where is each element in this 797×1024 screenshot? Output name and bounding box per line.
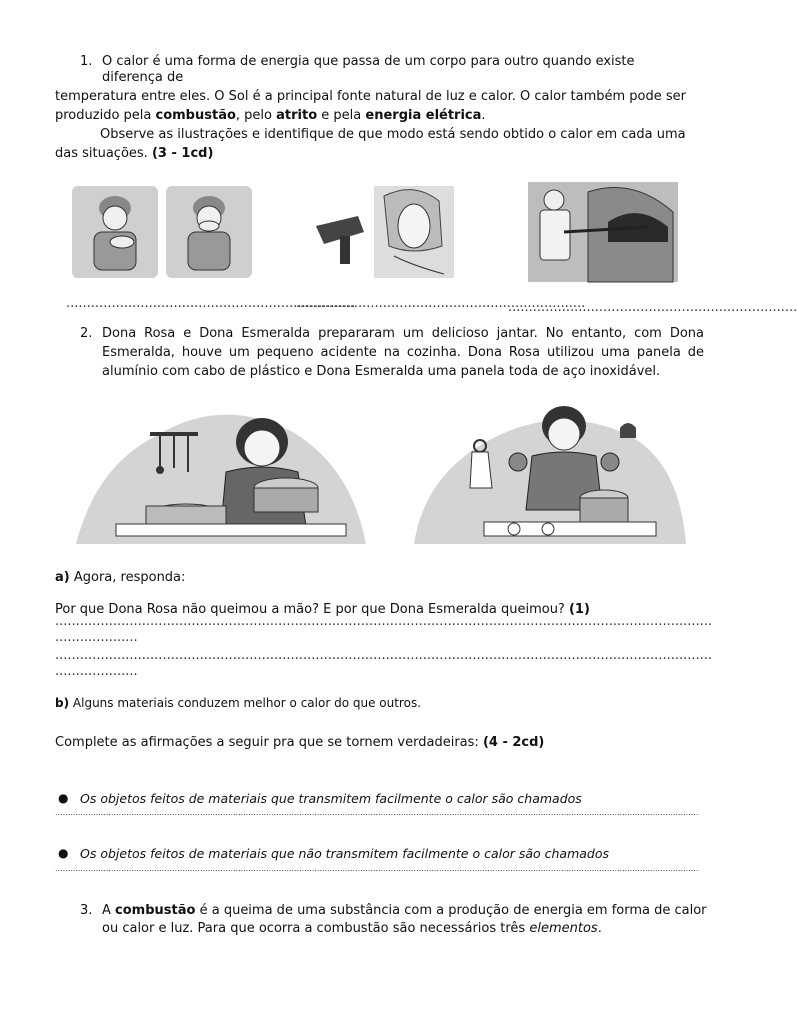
q2b-score: (4 - 2cd) (482, 735, 545, 750)
bullet2-text: Os objetos feitos de materiais que não transmitem facilmente o calor são chamados (80, 846, 610, 861)
q1-line4-end: . (481, 108, 486, 123)
bullet-dot-2: ● (58, 846, 69, 860)
q2-line3: alumínio com cabo de plástico e Dona Esmeralda uma panela toda de aço inoxidável. (102, 364, 661, 379)
term-combustao-q3: combustão (115, 903, 196, 918)
bullet1-text: Os objetos feitos de materiais que transmitem facilmente o calor são chamados (80, 791, 582, 806)
q3-number: 3. (80, 903, 93, 918)
bullet-dot-1: ● (58, 791, 69, 805)
q3-line2 (102, 919, 602, 938)
q3-line1 (102, 901, 707, 920)
illustration-hair-dryer (314, 186, 454, 278)
q2b-heading (55, 694, 421, 713)
q3-line2-end: . (597, 921, 602, 936)
q1-line3: temperatura entre eles. O Sol é a principal fonte natural de luz e calor. O calor também pode ser (55, 89, 686, 104)
q1-line4 (55, 106, 486, 125)
illustration-rubbing-hands (72, 186, 252, 278)
q2a-question-text: Por que Dona Rosa não queimou a mão? E por que Dona Esmeralda queimou? (55, 602, 565, 617)
term-atrito: atrito (276, 108, 318, 123)
illustration-dona-esmeralda (414, 398, 686, 544)
q2a-text: Agora, responda: (73, 570, 186, 585)
q2a-answer-line-4[interactable]: .................... (55, 664, 138, 679)
q2-number: 2. (80, 326, 93, 341)
illustration-dona-rosa (76, 396, 366, 544)
q1-answer-blank-1[interactable]: ...................................................................... (66, 296, 356, 311)
term-combustao: combustão (155, 108, 236, 123)
q1-line4-mid2: e pela (321, 108, 362, 123)
q1-answer-blank-3[interactable]: ...................................................................... (508, 300, 797, 315)
q2a-label: a) (55, 570, 70, 585)
q1-line4-mid1: , pelo (235, 108, 272, 123)
q3-line1-pre: A (102, 903, 111, 918)
illustration-pizza-oven (528, 182, 678, 282)
q2-line2: Esmeralda, houve um pequeno acidente na cozinha. Dona Rosa utilizou uma panela de (102, 345, 704, 360)
q2a-heading (55, 568, 185, 587)
q3-elementos: elementos (529, 921, 598, 936)
q2b-text: Alguns materiais conduzem melhor o calor do que outros. (72, 696, 422, 710)
q2b-instruction-text: Complete as afirmações a seguir pra que se tornem verdadeiras: (55, 735, 479, 750)
q3-line1-post: é a queima de uma substância com a produção de energia em forma de calor (199, 903, 707, 918)
q2a-score: (1) (568, 602, 590, 617)
q1-line6 (55, 144, 213, 163)
q2a-answer-line-2[interactable]: .................... (55, 630, 138, 645)
q1-line4-pre: produzido pela (55, 108, 152, 123)
q1-score: (3 - 1cd) (151, 146, 214, 161)
bullet1-answer-line[interactable]: ............................................................................................................................................................................................................................................................. (55, 808, 699, 817)
q2-paragraph (102, 324, 704, 381)
term-energia-eletrica: energia elétrica (365, 108, 482, 123)
bullet2-answer-line[interactable]: ............................................................................................................................................................................................................................................................. (55, 864, 699, 873)
q2b-instruction (55, 733, 544, 752)
q1-line6-pre: das situações. (55, 146, 148, 161)
q2a-answer-line-3[interactable]: ............................................................................................................................................................... (55, 648, 713, 663)
q1-line1: O calor é uma forma de energia que passa de um corpo para outro quando existe (102, 54, 635, 69)
q2a-answer-line-1[interactable]: ............................................................................................................................................................... (55, 614, 713, 629)
q3-line2-pre: ou calor e luz. Para que ocorra a combustão são necessários três (102, 921, 526, 936)
q1-line5: Observe as ilustrações e identifique de que modo está sendo obtido o calor em cada uma (100, 127, 686, 142)
q2b-label: b) (55, 696, 70, 710)
q1-line2: diferença de (102, 70, 184, 85)
q2-line1: Dona Rosa e Dona Esmeralda prepararam um delicioso jantar. No entanto, com Dona (102, 326, 704, 341)
q1-answer-blank-2[interactable]: ...................................................................... (296, 296, 586, 311)
q1-number: 1. (80, 54, 93, 69)
